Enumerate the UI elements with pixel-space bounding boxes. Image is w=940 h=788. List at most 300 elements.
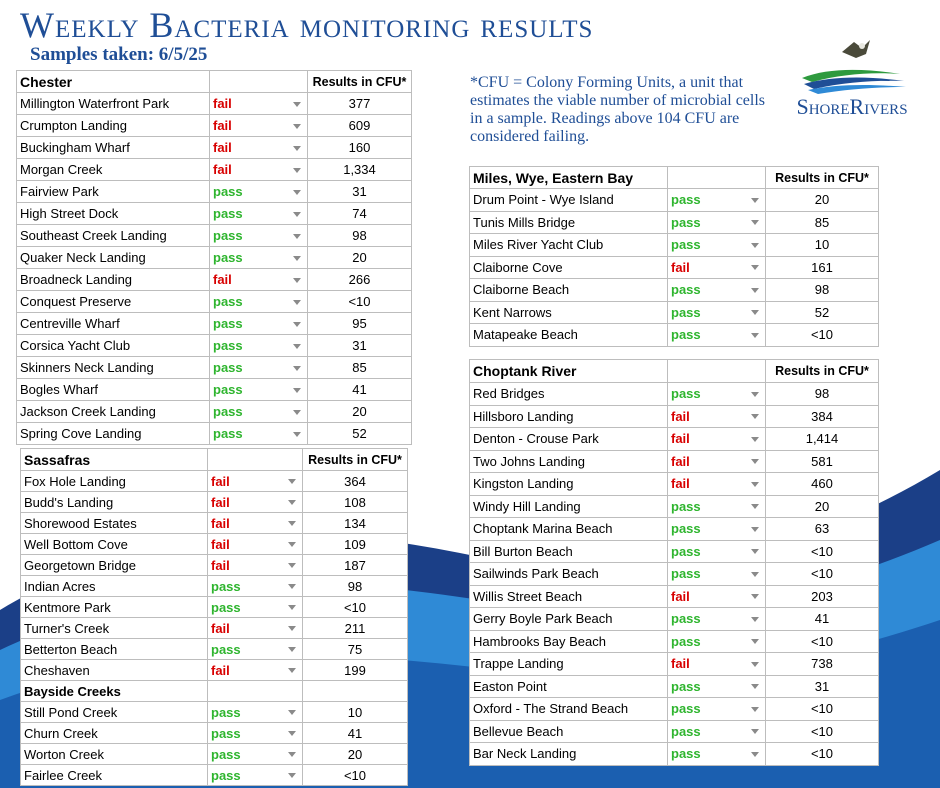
status-dropdown[interactable] bbox=[668, 608, 766, 631]
table-row bbox=[470, 256, 879, 279]
results-column-header: Results in CFU* bbox=[308, 71, 412, 93]
chevron-down-icon[interactable] bbox=[751, 594, 759, 599]
result-value: 211 bbox=[303, 618, 408, 639]
table-row bbox=[21, 597, 408, 618]
table-row bbox=[470, 630, 879, 653]
chevron-down-icon[interactable] bbox=[288, 542, 296, 547]
status-value: pass bbox=[213, 316, 243, 331]
status-value: pass bbox=[211, 578, 241, 594]
result-value: 98 bbox=[766, 383, 879, 406]
site-name: Jackson Creek Landing bbox=[17, 401, 210, 423]
chevron-down-icon[interactable] bbox=[293, 366, 301, 371]
logo-text: ShoreRivers bbox=[796, 94, 908, 119]
chevron-down-icon[interactable] bbox=[293, 432, 301, 437]
chevron-down-icon[interactable] bbox=[751, 310, 759, 315]
site-name: Matapeake Beach bbox=[470, 324, 668, 347]
chevron-down-icon[interactable] bbox=[288, 647, 296, 652]
table-row bbox=[470, 473, 879, 496]
table-row bbox=[470, 653, 879, 676]
site-name: Choptank Marina Beach bbox=[470, 518, 668, 541]
results-column-header: Results in CFU* bbox=[766, 360, 879, 383]
status-dropdown[interactable] bbox=[668, 279, 766, 302]
table-row bbox=[21, 555, 408, 576]
result-value: <10 bbox=[766, 743, 879, 766]
status-value: pass bbox=[671, 633, 701, 649]
site-name: Tunis Mills Bridge bbox=[470, 211, 668, 234]
result-value: 10 bbox=[766, 234, 879, 257]
table-row bbox=[17, 401, 412, 423]
status-value: fail bbox=[213, 118, 232, 133]
site-name: Gerry Boyle Park Beach bbox=[470, 608, 668, 631]
status-dropdown[interactable] bbox=[668, 189, 766, 212]
status-value: fail bbox=[671, 408, 690, 424]
chevron-down-icon[interactable] bbox=[751, 527, 759, 532]
table-row bbox=[470, 405, 879, 428]
results-column-header: Results in CFU* bbox=[766, 167, 879, 189]
status-value: pass bbox=[671, 192, 701, 208]
result-value: <10 bbox=[766, 324, 879, 347]
chevron-down-icon[interactable] bbox=[751, 459, 759, 464]
table-row bbox=[470, 675, 879, 698]
chevron-down-icon[interactable] bbox=[288, 773, 296, 778]
site-name: Broadneck Landing bbox=[17, 269, 210, 291]
site-name: Kentmore Park bbox=[21, 597, 208, 618]
chevron-down-icon[interactable] bbox=[293, 168, 301, 173]
site-name: Bill Burton Beach bbox=[470, 540, 668, 563]
table-row bbox=[470, 540, 879, 563]
site-name: Worton Creek bbox=[21, 744, 208, 765]
status-dropdown[interactable] bbox=[668, 211, 766, 234]
table-row bbox=[21, 576, 408, 597]
result-value: 98 bbox=[766, 279, 879, 302]
site-name: Bellevue Beach bbox=[470, 720, 668, 743]
status-dropdown[interactable] bbox=[208, 702, 303, 723]
site-name: Millington Waterfront Park bbox=[17, 93, 210, 115]
site-name: Miles River Yacht Club bbox=[470, 234, 668, 257]
status-value: pass bbox=[671, 746, 701, 762]
chevron-down-icon[interactable] bbox=[293, 322, 301, 327]
site-name: Skinners Neck Landing bbox=[17, 357, 210, 379]
chester-table bbox=[16, 70, 412, 445]
chevron-down-icon[interactable] bbox=[293, 146, 301, 151]
sassafras-table bbox=[20, 448, 408, 786]
miles-table bbox=[469, 166, 879, 347]
site-name: Centreville Wharf bbox=[17, 313, 210, 335]
site-name: Willis Street Beach bbox=[470, 585, 668, 608]
site-name: Turner's Creek bbox=[21, 618, 208, 639]
site-name: Quaker Neck Landing bbox=[17, 247, 210, 269]
status-value: pass bbox=[211, 704, 241, 720]
table-row bbox=[470, 585, 879, 608]
table-row bbox=[21, 492, 408, 513]
site-name: Still Pond Creek bbox=[21, 702, 208, 723]
chevron-down-icon[interactable] bbox=[751, 392, 759, 397]
status-value: fail bbox=[213, 140, 232, 155]
site-name: Southeast Creek Landing bbox=[17, 225, 210, 247]
chevron-down-icon[interactable] bbox=[288, 752, 296, 757]
status-dropdown[interactable] bbox=[210, 159, 308, 181]
status-value: fail bbox=[211, 662, 230, 678]
result-value: 738 bbox=[766, 653, 879, 676]
chevron-down-icon[interactable] bbox=[293, 410, 301, 415]
status-dropdown[interactable] bbox=[210, 269, 308, 291]
status-dropdown[interactable] bbox=[208, 723, 303, 744]
status-dropdown[interactable] bbox=[668, 256, 766, 279]
site-name: Buckingham Wharf bbox=[17, 137, 210, 159]
status-dropdown[interactable] bbox=[668, 428, 766, 451]
status-value: pass bbox=[213, 250, 243, 265]
status-value: pass bbox=[211, 767, 241, 783]
status-dropdown[interactable] bbox=[208, 744, 303, 765]
cfu-note: *CFU = Colony Forming Units, a unit that estimates the viable number of microbial cells in a sample. Readings above 104 CFU are considered failing. bbox=[470, 74, 766, 145]
result-value: 52 bbox=[766, 301, 879, 324]
status-value: fail bbox=[211, 557, 230, 573]
status-dropdown[interactable] bbox=[210, 93, 308, 115]
table-row bbox=[17, 291, 412, 313]
result-value: <10 bbox=[303, 765, 408, 786]
table-row bbox=[470, 720, 879, 743]
site-name: Crumpton Landing bbox=[17, 115, 210, 137]
table-row bbox=[470, 383, 879, 406]
table-row bbox=[17, 181, 412, 203]
status-value: pass bbox=[671, 386, 701, 402]
choptank-table bbox=[469, 359, 879, 766]
table-row bbox=[21, 702, 408, 723]
status-dropdown[interactable] bbox=[208, 555, 303, 576]
status-value: pass bbox=[671, 282, 701, 298]
result-value: <10 bbox=[766, 698, 879, 721]
site-name: Fairlee Creek bbox=[21, 765, 208, 786]
status-dropdown[interactable] bbox=[668, 585, 766, 608]
status-dropdown[interactable] bbox=[668, 518, 766, 541]
status-dropdown[interactable] bbox=[668, 495, 766, 518]
site-name: Corsica Yacht Club bbox=[17, 335, 210, 357]
status-dropdown[interactable] bbox=[668, 383, 766, 406]
chevron-down-icon[interactable] bbox=[293, 300, 301, 305]
result-value: 460 bbox=[766, 473, 879, 496]
status-value: fail bbox=[211, 620, 230, 636]
result-value: 20 bbox=[766, 189, 879, 212]
status-value: pass bbox=[671, 701, 701, 717]
status-value: pass bbox=[213, 228, 243, 243]
status-dropdown[interactable] bbox=[668, 234, 766, 257]
chevron-down-icon[interactable] bbox=[751, 333, 759, 338]
status-value: fail bbox=[211, 515, 230, 531]
status-value: pass bbox=[671, 498, 701, 514]
chevron-down-icon[interactable] bbox=[288, 605, 296, 610]
table-row bbox=[21, 513, 408, 534]
result-value: 75 bbox=[303, 639, 408, 660]
table-row bbox=[470, 234, 879, 257]
result-value: 74 bbox=[308, 203, 412, 225]
status-value: pass bbox=[671, 521, 701, 537]
status-dropdown[interactable] bbox=[668, 743, 766, 766]
status-dropdown[interactable] bbox=[208, 492, 303, 513]
status-dropdown[interactable] bbox=[210, 423, 308, 445]
table-row bbox=[21, 765, 408, 786]
table-row bbox=[17, 313, 412, 335]
result-value: 160 bbox=[308, 137, 412, 159]
result-value: 98 bbox=[308, 225, 412, 247]
status-dropdown[interactable] bbox=[208, 660, 303, 681]
status-value: pass bbox=[213, 206, 243, 221]
result-value: 203 bbox=[766, 585, 879, 608]
table-row bbox=[17, 423, 412, 445]
result-value: 1,334 bbox=[308, 159, 412, 181]
section-title: Sassafras bbox=[21, 449, 208, 471]
status-dropdown[interactable] bbox=[208, 639, 303, 660]
chevron-down-icon[interactable] bbox=[751, 482, 759, 487]
chevron-down-icon[interactable] bbox=[288, 731, 296, 736]
chevron-down-icon[interactable] bbox=[751, 729, 759, 734]
status-value: pass bbox=[213, 338, 243, 353]
result-value: <10 bbox=[766, 540, 879, 563]
site-name: Easton Point bbox=[470, 675, 668, 698]
section-title: Miles, Wye, Eastern Bay bbox=[470, 167, 668, 189]
status-value: fail bbox=[213, 162, 232, 177]
table-row bbox=[470, 450, 879, 473]
table-row bbox=[21, 723, 408, 744]
status-value: fail bbox=[211, 494, 230, 510]
status-dropdown[interactable] bbox=[668, 324, 766, 347]
site-name: Churn Creek bbox=[21, 723, 208, 744]
status-value: fail bbox=[211, 536, 230, 552]
chevron-down-icon[interactable] bbox=[293, 344, 301, 349]
chevron-down-icon[interactable] bbox=[751, 549, 759, 554]
status-dropdown[interactable] bbox=[668, 473, 766, 496]
table-row bbox=[21, 471, 408, 492]
status-dropdown[interactable] bbox=[208, 471, 303, 492]
result-value: 31 bbox=[766, 675, 879, 698]
site-name: Conquest Preserve bbox=[17, 291, 210, 313]
result-value: 20 bbox=[766, 495, 879, 518]
result-value: 20 bbox=[308, 401, 412, 423]
status-dropdown[interactable] bbox=[210, 115, 308, 137]
table-row bbox=[17, 115, 412, 137]
chevron-down-icon[interactable] bbox=[751, 198, 759, 203]
status-dropdown[interactable] bbox=[210, 379, 308, 401]
result-value: 20 bbox=[303, 744, 408, 765]
status-dropdown[interactable] bbox=[210, 357, 308, 379]
samples-date: Samples taken: 6/5/25 bbox=[30, 44, 208, 65]
result-value: 85 bbox=[766, 211, 879, 234]
table-row bbox=[470, 743, 879, 766]
table-row bbox=[17, 335, 412, 357]
result-value: 609 bbox=[308, 115, 412, 137]
status-value: pass bbox=[213, 382, 243, 397]
status-dropdown[interactable] bbox=[208, 618, 303, 639]
result-value: <10 bbox=[766, 630, 879, 653]
osprey-waves-logo-icon bbox=[782, 34, 922, 94]
site-name: Indian Acres bbox=[21, 576, 208, 597]
table-row bbox=[470, 428, 879, 451]
table-row bbox=[470, 563, 879, 586]
site-name: Well Bottom Cove bbox=[21, 534, 208, 555]
result-value: 1,414 bbox=[766, 428, 879, 451]
status-value: fail bbox=[671, 259, 690, 275]
result-value: 41 bbox=[766, 608, 879, 631]
status-value: fail bbox=[671, 431, 690, 447]
chevron-down-icon[interactable] bbox=[751, 639, 759, 644]
chevron-down-icon[interactable] bbox=[751, 504, 759, 509]
status-dropdown[interactable] bbox=[210, 401, 308, 423]
chevron-down-icon[interactable] bbox=[293, 388, 301, 393]
status-dropdown[interactable] bbox=[210, 181, 308, 203]
chevron-down-icon[interactable] bbox=[751, 684, 759, 689]
result-value: 31 bbox=[308, 181, 412, 203]
site-name: Bar Neck Landing bbox=[470, 743, 668, 766]
chevron-down-icon[interactable] bbox=[751, 288, 759, 293]
result-value: 266 bbox=[308, 269, 412, 291]
status-dropdown[interactable] bbox=[668, 301, 766, 324]
result-value: 109 bbox=[303, 534, 408, 555]
table-row bbox=[470, 518, 879, 541]
site-name: Sailwinds Park Beach bbox=[470, 563, 668, 586]
status-value: fail bbox=[671, 476, 690, 492]
chevron-down-icon[interactable] bbox=[751, 437, 759, 442]
chevron-down-icon[interactable] bbox=[288, 668, 296, 673]
table-row bbox=[17, 159, 412, 181]
chevron-down-icon[interactable] bbox=[288, 563, 296, 568]
table-row bbox=[21, 660, 408, 681]
section-title: Chester bbox=[17, 71, 210, 93]
chevron-down-icon[interactable] bbox=[288, 710, 296, 715]
status-dropdown[interactable] bbox=[668, 675, 766, 698]
result-value: 10 bbox=[303, 702, 408, 723]
status-value: pass bbox=[671, 611, 701, 627]
status-dropdown[interactable] bbox=[210, 291, 308, 313]
status-dropdown[interactable] bbox=[668, 450, 766, 473]
result-value: 41 bbox=[308, 379, 412, 401]
status-value: pass bbox=[213, 426, 243, 441]
site-name: High Street Dock bbox=[17, 203, 210, 225]
status-dropdown[interactable] bbox=[668, 540, 766, 563]
status-dropdown[interactable] bbox=[208, 576, 303, 597]
status-dropdown[interactable] bbox=[668, 630, 766, 653]
chevron-down-icon[interactable] bbox=[293, 278, 301, 283]
status-dropdown[interactable] bbox=[210, 335, 308, 357]
result-value: 364 bbox=[303, 471, 408, 492]
result-value: 377 bbox=[308, 93, 412, 115]
status-value: pass bbox=[671, 327, 701, 343]
table-row bbox=[470, 189, 879, 212]
status-dropdown[interactable] bbox=[210, 225, 308, 247]
status-dropdown[interactable] bbox=[668, 698, 766, 721]
table-row bbox=[17, 93, 412, 115]
site-name: Drum Point - Wye Island bbox=[470, 189, 668, 212]
chevron-down-icon[interactable] bbox=[293, 212, 301, 217]
status-value: pass bbox=[213, 404, 243, 419]
result-value: 581 bbox=[766, 450, 879, 473]
site-name: Morgan Creek bbox=[17, 159, 210, 181]
site-name: Two Johns Landing bbox=[470, 450, 668, 473]
status-dropdown[interactable] bbox=[668, 405, 766, 428]
result-value: 161 bbox=[766, 256, 879, 279]
result-value: <10 bbox=[766, 720, 879, 743]
table-row bbox=[470, 301, 879, 324]
status-dropdown[interactable] bbox=[210, 313, 308, 335]
page-title: Weekly Bacteria monitoring results bbox=[20, 5, 594, 45]
table-row bbox=[470, 324, 879, 347]
chevron-down-icon[interactable] bbox=[288, 584, 296, 589]
chevron-down-icon[interactable] bbox=[751, 265, 759, 270]
status-dropdown[interactable] bbox=[208, 597, 303, 618]
status-value: fail bbox=[671, 588, 690, 604]
result-value: 20 bbox=[308, 247, 412, 269]
result-value: 31 bbox=[308, 335, 412, 357]
status-dropdown[interactable] bbox=[668, 653, 766, 676]
chevron-down-icon[interactable] bbox=[751, 243, 759, 248]
chevron-down-icon[interactable] bbox=[288, 521, 296, 526]
result-value: <10 bbox=[303, 597, 408, 618]
chevron-down-icon[interactable] bbox=[288, 479, 296, 484]
status-value: pass bbox=[213, 184, 243, 199]
status-value: pass bbox=[213, 360, 243, 375]
status-value: pass bbox=[211, 746, 241, 762]
chevron-down-icon[interactable] bbox=[751, 572, 759, 577]
table-row bbox=[470, 495, 879, 518]
status-dropdown[interactable] bbox=[210, 137, 308, 159]
site-name: Claiborne Cove bbox=[470, 256, 668, 279]
site-name: Georgetown Bridge bbox=[21, 555, 208, 576]
table-row bbox=[21, 618, 408, 639]
chevron-down-icon[interactable] bbox=[751, 617, 759, 622]
status-value: fail bbox=[671, 453, 690, 469]
chevron-down-icon[interactable] bbox=[293, 102, 301, 107]
section-title: Choptank River bbox=[470, 360, 668, 383]
status-dropdown[interactable] bbox=[208, 765, 303, 786]
status-value: pass bbox=[211, 641, 241, 657]
chevron-down-icon[interactable] bbox=[751, 220, 759, 225]
result-value: 98 bbox=[303, 576, 408, 597]
table-row bbox=[470, 279, 879, 302]
status-value: pass bbox=[211, 599, 241, 615]
table-row bbox=[17, 357, 412, 379]
chevron-down-icon[interactable] bbox=[293, 256, 301, 261]
status-dropdown[interactable] bbox=[210, 203, 308, 225]
status-dropdown[interactable] bbox=[668, 720, 766, 743]
shorerivers-logo bbox=[782, 34, 922, 124]
result-value: 108 bbox=[303, 492, 408, 513]
status-dropdown[interactable] bbox=[208, 534, 303, 555]
result-value: 85 bbox=[308, 357, 412, 379]
result-value: 384 bbox=[766, 405, 879, 428]
table-row bbox=[17, 203, 412, 225]
status-dropdown[interactable] bbox=[668, 563, 766, 586]
site-name: Denton - Crouse Park bbox=[470, 428, 668, 451]
site-name: Fox Hole Landing bbox=[21, 471, 208, 492]
chevron-down-icon[interactable] bbox=[288, 626, 296, 631]
status-dropdown[interactable] bbox=[208, 513, 303, 534]
chevron-down-icon[interactable] bbox=[293, 190, 301, 195]
subsection-row bbox=[21, 681, 408, 702]
chevron-down-icon[interactable] bbox=[288, 500, 296, 505]
status-value: fail bbox=[213, 272, 232, 287]
subsection-title: Bayside Creeks bbox=[21, 681, 208, 702]
chevron-down-icon[interactable] bbox=[751, 752, 759, 757]
status-dropdown[interactable] bbox=[210, 247, 308, 269]
chevron-down-icon[interactable] bbox=[751, 707, 759, 712]
table-row bbox=[17, 247, 412, 269]
result-value: 95 bbox=[308, 313, 412, 335]
result-value: <10 bbox=[308, 291, 412, 313]
chevron-down-icon[interactable] bbox=[293, 234, 301, 239]
chevron-down-icon[interactable] bbox=[751, 662, 759, 667]
table-row bbox=[470, 608, 879, 631]
chevron-down-icon[interactable] bbox=[751, 414, 759, 419]
chevron-down-icon[interactable] bbox=[293, 124, 301, 129]
site-name: Claiborne Beach bbox=[470, 279, 668, 302]
